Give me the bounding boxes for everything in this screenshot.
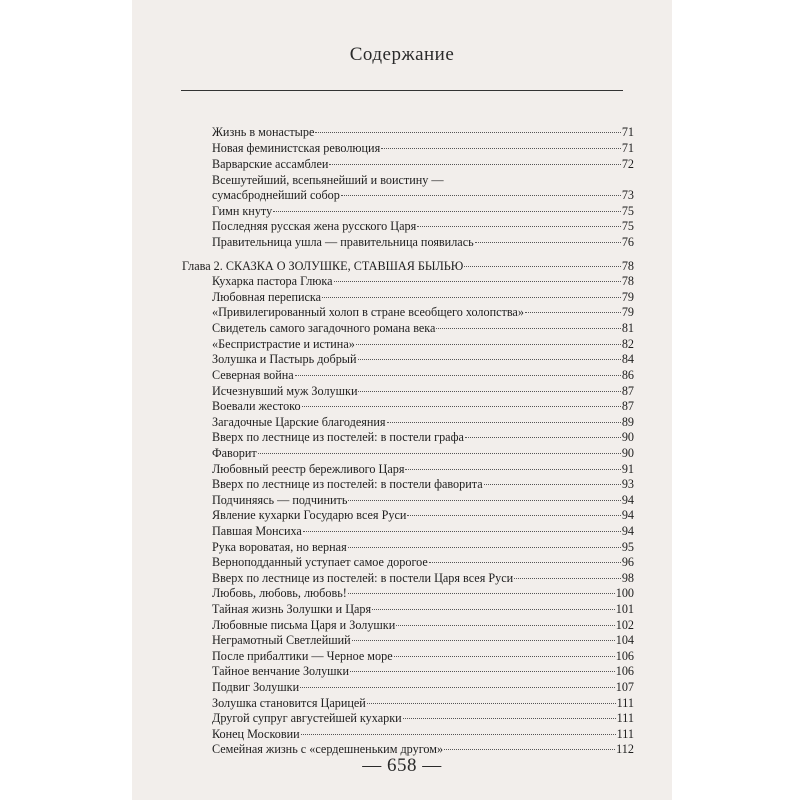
toc-leader-dots — [258, 453, 621, 454]
toc-page-number: 102 — [615, 618, 634, 632]
toc-entry-title: Любовная переписка — [212, 290, 322, 304]
toc-entry — [212, 524, 634, 539]
toc-page-number: 81 — [621, 321, 634, 335]
toc-leader-dots — [301, 734, 616, 735]
toc-leader-dots — [358, 359, 621, 360]
toc-entry-title: Вверх по лестнице из постелей: в постели Царя всея Руси — [212, 571, 514, 585]
toc-entry — [212, 571, 634, 586]
toc-page-number: 75 — [621, 204, 634, 218]
toc-leader-dots — [429, 562, 621, 563]
toc-page-number: 94 — [621, 524, 634, 538]
toc-entry — [212, 204, 634, 219]
toc-leader-dots — [300, 687, 615, 688]
toc-entry — [212, 508, 634, 523]
toc-entry — [212, 290, 634, 305]
toc-entry — [212, 321, 634, 336]
toc-entry-title: Золушка и Пастырь добрый — [212, 352, 357, 366]
toc-page-number: 76 — [621, 235, 634, 249]
toc-entry — [212, 337, 634, 352]
toc-page-number: 90 — [621, 446, 634, 460]
toc-entry — [212, 462, 634, 477]
toc-leader-dots — [322, 297, 621, 298]
toc-page-number: 101 — [615, 602, 634, 616]
book-page — [132, 0, 672, 800]
toc-page-number: 111 — [616, 696, 634, 710]
toc-leader-dots — [273, 211, 621, 212]
toc-page-number: 71 — [621, 141, 634, 155]
toc-entry-title: Загадочные Царские благодеяния — [212, 415, 386, 429]
toc-page-number: 79 — [621, 305, 634, 319]
toc-entry-title: Гимн кнуту — [212, 204, 273, 218]
toc-entry-title: После прибалтики — Черное море — [212, 649, 393, 663]
toc-entry — [212, 305, 634, 320]
toc-entry-title: Другой супруг августейшей кухарки — [212, 711, 402, 725]
toc-entry — [212, 399, 634, 414]
toc-leader-dots — [329, 164, 620, 165]
toc-entry-title: Любовные письма Царя и Золушки — [212, 618, 396, 632]
toc-entry — [212, 602, 634, 617]
toc-page-number: 82 — [621, 337, 634, 351]
toc-entry-title: Кухарка пастора Глюка — [212, 274, 333, 288]
toc-leader-dots — [407, 515, 620, 516]
toc-entry-title: Фаворит — [212, 446, 257, 460]
toc-entry-title: Воевали жестоко — [212, 399, 301, 413]
toc-entry — [212, 493, 634, 508]
toc-leader-dots — [315, 132, 620, 133]
toc-page-number: 90 — [621, 430, 634, 444]
toc-entry — [212, 368, 634, 383]
toc-leader-dots — [367, 703, 616, 704]
toc-entry-title: Правительница ушла — правительница появилась — [212, 235, 474, 249]
toc-entry — [212, 219, 634, 234]
toc-page-number: 72 — [621, 157, 634, 171]
toc-leader-dots — [525, 312, 621, 313]
toc-page-number: 94 — [621, 508, 634, 522]
toc-leader-dots — [356, 344, 621, 345]
toc-entry — [212, 586, 634, 601]
toc-page-number: 89 — [621, 415, 634, 429]
toc-page-number: 100 — [615, 586, 634, 600]
toc-page-number: 79 — [621, 290, 634, 304]
toc-page-number: 71 — [621, 125, 634, 139]
toc-entry-title: Исчезнувший муж Золушки — [212, 384, 358, 398]
toc-page-number: 91 — [621, 462, 634, 476]
toc-leader-dots — [358, 391, 620, 392]
toc-page-number: 112 — [616, 742, 634, 756]
toc-leader-dots — [394, 656, 615, 657]
toc-page-number: 111 — [616, 727, 634, 741]
toc-page-number: 73 — [621, 188, 634, 202]
toc-page-number: 75 — [621, 219, 634, 233]
toc-entry — [212, 274, 634, 289]
toc-entry — [212, 188, 634, 203]
toc-entry-title: «Беспристрастие и истина» — [212, 337, 355, 351]
toc-entry-title: Конец Московии — [212, 727, 300, 741]
toc-leader-dots — [303, 531, 621, 532]
toc-entry — [212, 384, 634, 399]
toc-entry-title: Вверх по лестнице из постелей: в постели фаворита — [212, 477, 483, 491]
toc-entry-title: Неграмотный Светлейший — [212, 633, 351, 647]
toc-leader-dots — [436, 328, 620, 329]
toc-entry — [212, 235, 634, 250]
toc-entry — [212, 157, 634, 172]
toc-entry — [212, 633, 634, 648]
toc-entry — [212, 680, 634, 695]
toc-page-number: 78 — [621, 259, 634, 273]
toc-entry-title: Тайная жизнь Золушки и Царя — [212, 602, 372, 616]
toc-page-number: 106 — [615, 664, 634, 678]
toc-leader-dots — [348, 547, 621, 548]
page-number: — 658 — — [362, 755, 442, 776]
toc-page-number: 87 — [621, 399, 634, 413]
toc-entry-title: Верноподданный уступает самое дорогое — [212, 555, 428, 569]
toc-entry-title: Вверх по лестнице из постелей: в постели графа — [212, 430, 464, 444]
toc-leader-dots — [444, 749, 615, 750]
toc-leader-dots — [350, 671, 615, 672]
toc-entry-title: Тайное венчание Золушки — [212, 664, 349, 678]
toc-leader-dots — [465, 437, 621, 438]
toc-leader-dots — [484, 484, 621, 485]
toc-leader-dots — [295, 375, 621, 376]
toc-leader-dots — [387, 422, 621, 423]
toc-entry — [212, 540, 634, 555]
toc-entry — [212, 727, 634, 742]
toc-page-number: 93 — [621, 477, 634, 491]
toc-page-number: 86 — [621, 368, 634, 382]
toc-page-number: 111 — [616, 711, 634, 725]
toc-leader-dots — [464, 266, 621, 267]
toc-entry-title: Свидетель самого загадочного романа века — [212, 321, 436, 335]
toc-entry-title: Золушка становится Царицей — [212, 696, 366, 710]
toc-entry-title: Всешутейший, всепьянейший и воистину — — [212, 173, 444, 187]
toc-leader-dots — [514, 578, 621, 579]
toc-entry — [212, 352, 634, 367]
toc-entry — [212, 664, 634, 679]
toc-page-number: 84 — [621, 352, 634, 366]
toc-leader-dots — [334, 281, 621, 282]
header-divider — [181, 90, 623, 91]
toc-leader-dots — [403, 718, 616, 719]
toc-leader-dots — [348, 593, 615, 594]
toc-entry-title: Павшая Монсиха — [212, 524, 302, 538]
toc-page-number: 104 — [615, 633, 634, 647]
toc-entry-title: Подвиг Золушки — [212, 680, 300, 694]
toc-leader-dots — [341, 195, 621, 196]
toc-page-number: 87 — [621, 384, 634, 398]
toc-entry — [212, 430, 634, 445]
toc-chapter-entry — [182, 259, 634, 274]
toc-entry-title: Любовь, любовь, любовь! — [212, 586, 347, 600]
toc-entry-title: Последняя русская жена русского Царя — [212, 219, 417, 233]
toc-leader-dots — [475, 242, 621, 243]
toc-entry — [212, 555, 634, 570]
toc-page-number: 98 — [621, 571, 634, 585]
toc-entry-title: Новая феминистская революция — [212, 141, 381, 155]
toc-leader-dots — [348, 500, 620, 501]
toc-entry — [212, 415, 634, 430]
toc-leader-dots — [405, 469, 620, 470]
toc-entry-title: Глава 2. СКАЗКА О ЗОЛУШКЕ, СТАВШАЯ БЫЛЬЮ — [182, 259, 464, 273]
toc-entry-title: Подчиняясь — подчинить — [212, 493, 348, 507]
toc-entry — [212, 696, 634, 711]
toc-leader-dots — [417, 226, 621, 227]
toc-entry-title: Семейная жизнь с «сердешненьким другом» — [212, 742, 444, 756]
toc-entry-title: Явление кухарки Государю всея Руси — [212, 508, 407, 522]
toc-entry — [212, 649, 634, 664]
toc-page-number: 107 — [615, 680, 634, 694]
toc-entry — [212, 618, 634, 633]
toc-entry-title: сумасброднейший собор — [212, 188, 340, 202]
toc-leader-dots — [396, 625, 614, 626]
toc-entry-title: Варварские ассамблеи — [212, 157, 329, 171]
toc-page-number: 78 — [621, 274, 634, 288]
toc-entry — [212, 173, 634, 188]
toc-leader-dots — [372, 609, 615, 610]
toc-page-number: 96 — [621, 555, 634, 569]
toc-entry — [212, 446, 634, 461]
toc-entry-title: Жизнь в монастыре — [212, 125, 315, 139]
toc-leader-dots — [352, 640, 615, 641]
toc-page-number: 106 — [615, 649, 634, 663]
toc-entry — [212, 125, 634, 140]
toc-entry — [212, 141, 634, 156]
page-title: Содержание — [349, 44, 455, 65]
toc-entry-title: Рука вороватая, но верная — [212, 540, 347, 554]
toc-leader-dots — [302, 406, 621, 407]
toc-entry-title: Северная война — [212, 368, 294, 382]
toc-entry — [212, 477, 634, 492]
toc-leader-dots — [381, 148, 621, 149]
toc-page-number: 94 — [621, 493, 634, 507]
toc-entry — [212, 711, 634, 726]
toc-entry-title: Любовный реестр бережливого Царя — [212, 462, 405, 476]
toc-entry-title: «Привилегированный холоп в стране всеобщего холопства» — [212, 305, 524, 319]
toc-page-number: 95 — [621, 540, 634, 554]
